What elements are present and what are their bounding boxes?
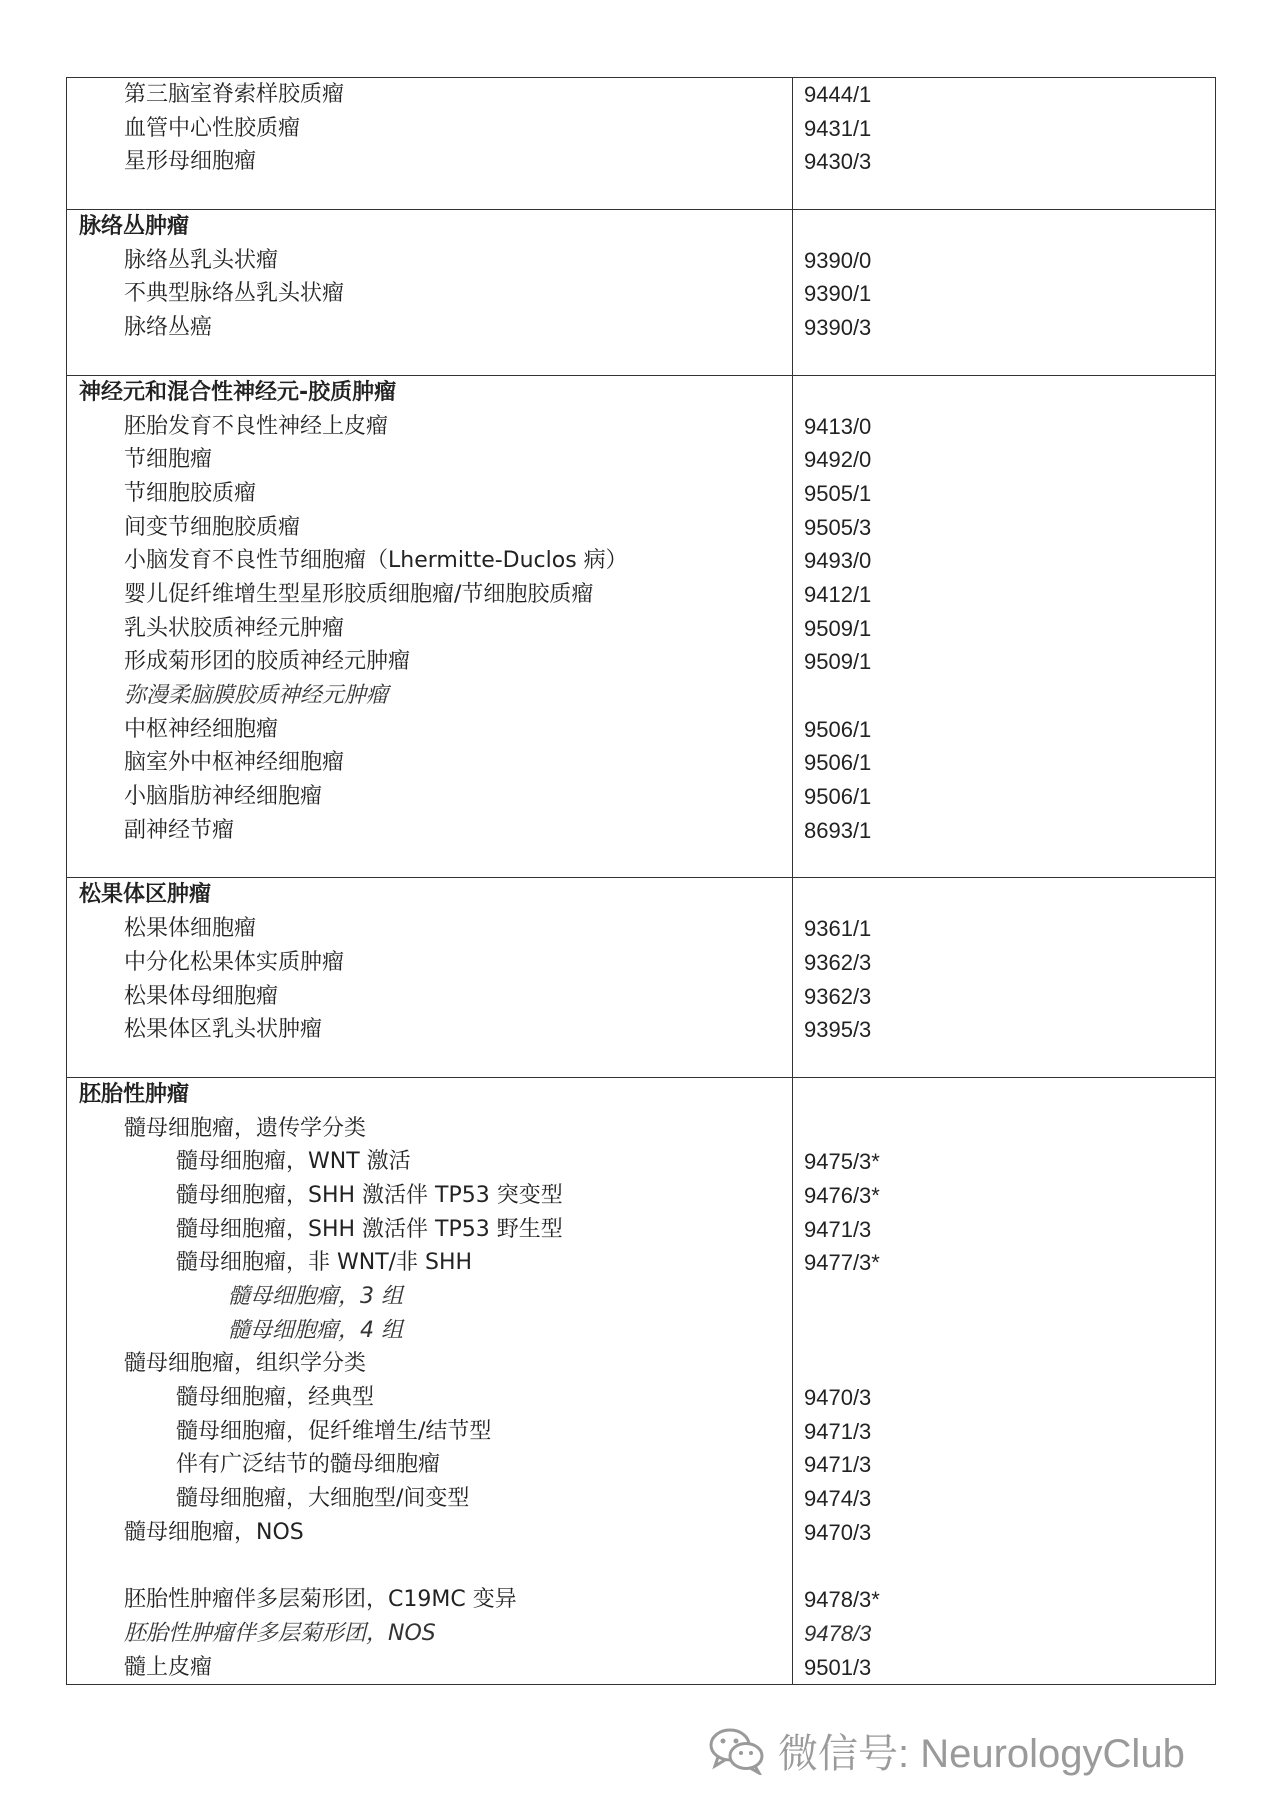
code-column (793, 1078, 1215, 1684)
tumor-name: 胚胎性肿瘤伴多层菊形团，C19MC 变异 (124, 1587, 517, 1613)
tumor-name: 髓母细胞瘤，WNT 激活 (176, 1149, 411, 1175)
tumor-name: 血管中心性胶质瘤 (124, 115, 301, 141)
icd-code: 9390/3 (804, 315, 872, 341)
icd-code: 9471/3 (804, 1216, 872, 1242)
icd-code (793, 210, 1215, 244)
tumor-name: 间变节细胞胶质瘤 (124, 514, 301, 540)
icd-code: 9506/1 (804, 716, 872, 742)
icd-code (793, 376, 1215, 410)
tumor-name: 中分化松果体实质肿瘤 (124, 949, 345, 975)
code-column (793, 376, 1215, 878)
tumor-name: 胚胎性肿瘤伴多层菊形团，NOS (124, 1620, 436, 1646)
table-section (67, 376, 1215, 879)
blank-spacer (793, 179, 1215, 209)
tumor-name: 髓母细胞瘤，SHH 激活伴 TP53 突变型 (176, 1182, 563, 1208)
section-heading: 胚胎性肿瘤 (79, 1081, 190, 1107)
tumor-name: 婴儿促纤维增生型星形胶质细胞瘤/节细胞胶质瘤 (124, 581, 594, 607)
code-column (793, 210, 1215, 375)
code-column (793, 878, 1215, 1076)
name-column (67, 210, 793, 375)
icd-code: 9509/1 (804, 649, 872, 675)
icd-code: 9475/3* (804, 1149, 880, 1175)
tumor-name: 副神经节瘤 (124, 817, 235, 843)
name-column (67, 376, 793, 878)
table-section (67, 210, 1215, 376)
classification-table (66, 77, 1216, 1685)
icd-code (793, 1314, 1215, 1348)
icd-code: 9431/1 (804, 115, 872, 141)
tumor-name: 脉络丛乳头状瘤 (124, 247, 279, 273)
icd-code: 8693/1 (804, 817, 872, 843)
icd-code: 9509/1 (804, 615, 872, 641)
icd-code: 9493/0 (804, 548, 872, 574)
blank-spacer (67, 345, 792, 375)
icd-code: 9361/1 (804, 916, 872, 942)
name-column (67, 878, 793, 1076)
section-heading: 脉络丛肿瘤 (79, 214, 190, 240)
icd-code: 9390/0 (804, 247, 872, 273)
tumor-name: 髓母细胞瘤，4 组 (228, 1317, 403, 1343)
tumor-name: 胚胎发育不良性神经上皮瘤 (124, 413, 389, 439)
tumor-name: 松果体区乳头状肿瘤 (124, 1017, 323, 1043)
icd-code: 9362/3 (804, 949, 872, 975)
tumor-name: 髓上皮瘤 (124, 1654, 213, 1680)
tumor-name: 髓母细胞瘤，促纤维增生/结节型 (176, 1418, 492, 1444)
table-section (67, 78, 1215, 210)
icd-code: 9470/3 (804, 1519, 872, 1545)
table-section (67, 878, 1215, 1077)
icd-code: 9506/1 (804, 784, 872, 810)
watermark-text: 微信号: NeurologyClub (778, 1731, 1185, 1776)
icd-code: 9477/3* (804, 1250, 880, 1276)
icd-code: 9478/3 (804, 1620, 872, 1646)
tumor-name: 松果体细胞瘤 (124, 916, 257, 942)
tumor-name: 小脑脂肪神经细胞瘤 (124, 784, 323, 810)
tumor-name: 髓母细胞瘤，大细胞型/间变型 (176, 1486, 470, 1512)
icd-code: 9474/3 (804, 1486, 872, 1512)
icd-code: 9505/3 (804, 514, 872, 540)
tumor-name: 伴有广泛结节的髓母细胞瘤 (176, 1452, 441, 1478)
tumor-name: 弥漫柔脑膜胶质神经元肿瘤 (124, 683, 389, 708)
icd-code: 9430/3 (804, 149, 872, 175)
tumor-name: 脉络丛癌 (124, 315, 213, 341)
icd-code: 9471/3 (804, 1452, 872, 1478)
wechat-icon (708, 1725, 766, 1775)
icd-code: 9390/1 (804, 281, 872, 307)
tumor-name: 节细胞胶质瘤 (124, 480, 257, 506)
icd-code: 9362/3 (804, 983, 872, 1009)
tumor-name: 髓母细胞瘤，组织学分类 (124, 1351, 367, 1377)
watermark (708, 1720, 1185, 1780)
icd-code (793, 1078, 1215, 1112)
icd-code: 9413/0 (804, 413, 872, 439)
tumor-name: 髓母细胞瘤，3 组 (228, 1284, 403, 1309)
icd-code (793, 1112, 1215, 1146)
name-column (67, 78, 793, 209)
blank-spacer (67, 179, 792, 209)
section-heading: 神经元和混合性神经元-胶质肿瘤 (79, 379, 397, 405)
tumor-name: 星形母细胞瘤 (124, 149, 257, 175)
tumor-name: 形成菊形团的胶质神经元肿瘤 (124, 649, 411, 675)
tumor-name: 髓母细胞瘤，SHH 激活伴 TP53 野生型 (176, 1216, 563, 1242)
icd-code (793, 1347, 1215, 1381)
icd-code (793, 1280, 1215, 1314)
tumor-name: 松果体母细胞瘤 (124, 983, 279, 1009)
icd-code (793, 1550, 1215, 1584)
tumor-name: 髓母细胞瘤，遗传学分类 (124, 1115, 367, 1141)
icd-code: 9478/3* (804, 1587, 880, 1613)
icd-code: 9444/1 (804, 82, 872, 107)
tumor-name: 节细胞瘤 (124, 447, 213, 473)
icd-code (793, 679, 1215, 713)
section-heading: 松果体区肿瘤 (79, 882, 212, 908)
icd-code: 9506/1 (804, 750, 872, 776)
tumor-name: 脑室外中枢神经细胞瘤 (124, 750, 345, 776)
tumor-name: 小脑发育不良性节细胞瘤（Lhermitte-Duclos 病） (124, 548, 628, 574)
tumor-name: 髓母细胞瘤，非 WNT/非 SHH (176, 1250, 473, 1276)
icd-code: 9476/3* (804, 1182, 880, 1208)
icd-code: 9505/1 (804, 480, 872, 506)
icd-code: 9470/3 (804, 1385, 872, 1411)
blank-spacer (793, 847, 1215, 877)
tumor-name (67, 1550, 792, 1584)
icd-code (793, 878, 1215, 912)
tumor-name: 髓母细胞瘤，经典型 (176, 1385, 375, 1411)
icd-code: 9492/0 (804, 447, 872, 473)
icd-code: 9395/3 (804, 1017, 872, 1043)
tumor-name: 中枢神经细胞瘤 (124, 716, 279, 742)
name-column (67, 1078, 793, 1684)
code-column (793, 78, 1215, 209)
blank-spacer (67, 1047, 792, 1077)
table-section (67, 1078, 1215, 1684)
icd-code: 9501/3 (804, 1654, 872, 1680)
icd-code: 9471/3 (804, 1418, 872, 1444)
blank-spacer (67, 847, 792, 877)
blank-spacer (793, 1047, 1215, 1077)
tumor-name: 乳头状胶质神经元肿瘤 (124, 615, 345, 641)
tumor-name: 髓母细胞瘤，NOS (124, 1519, 304, 1545)
tumor-name: 第三脑室脊索样胶质瘤 (124, 82, 345, 107)
tumor-name: 不典型脉络丛乳头状瘤 (124, 281, 345, 307)
icd-code: 9412/1 (804, 581, 872, 607)
blank-spacer (793, 345, 1215, 375)
